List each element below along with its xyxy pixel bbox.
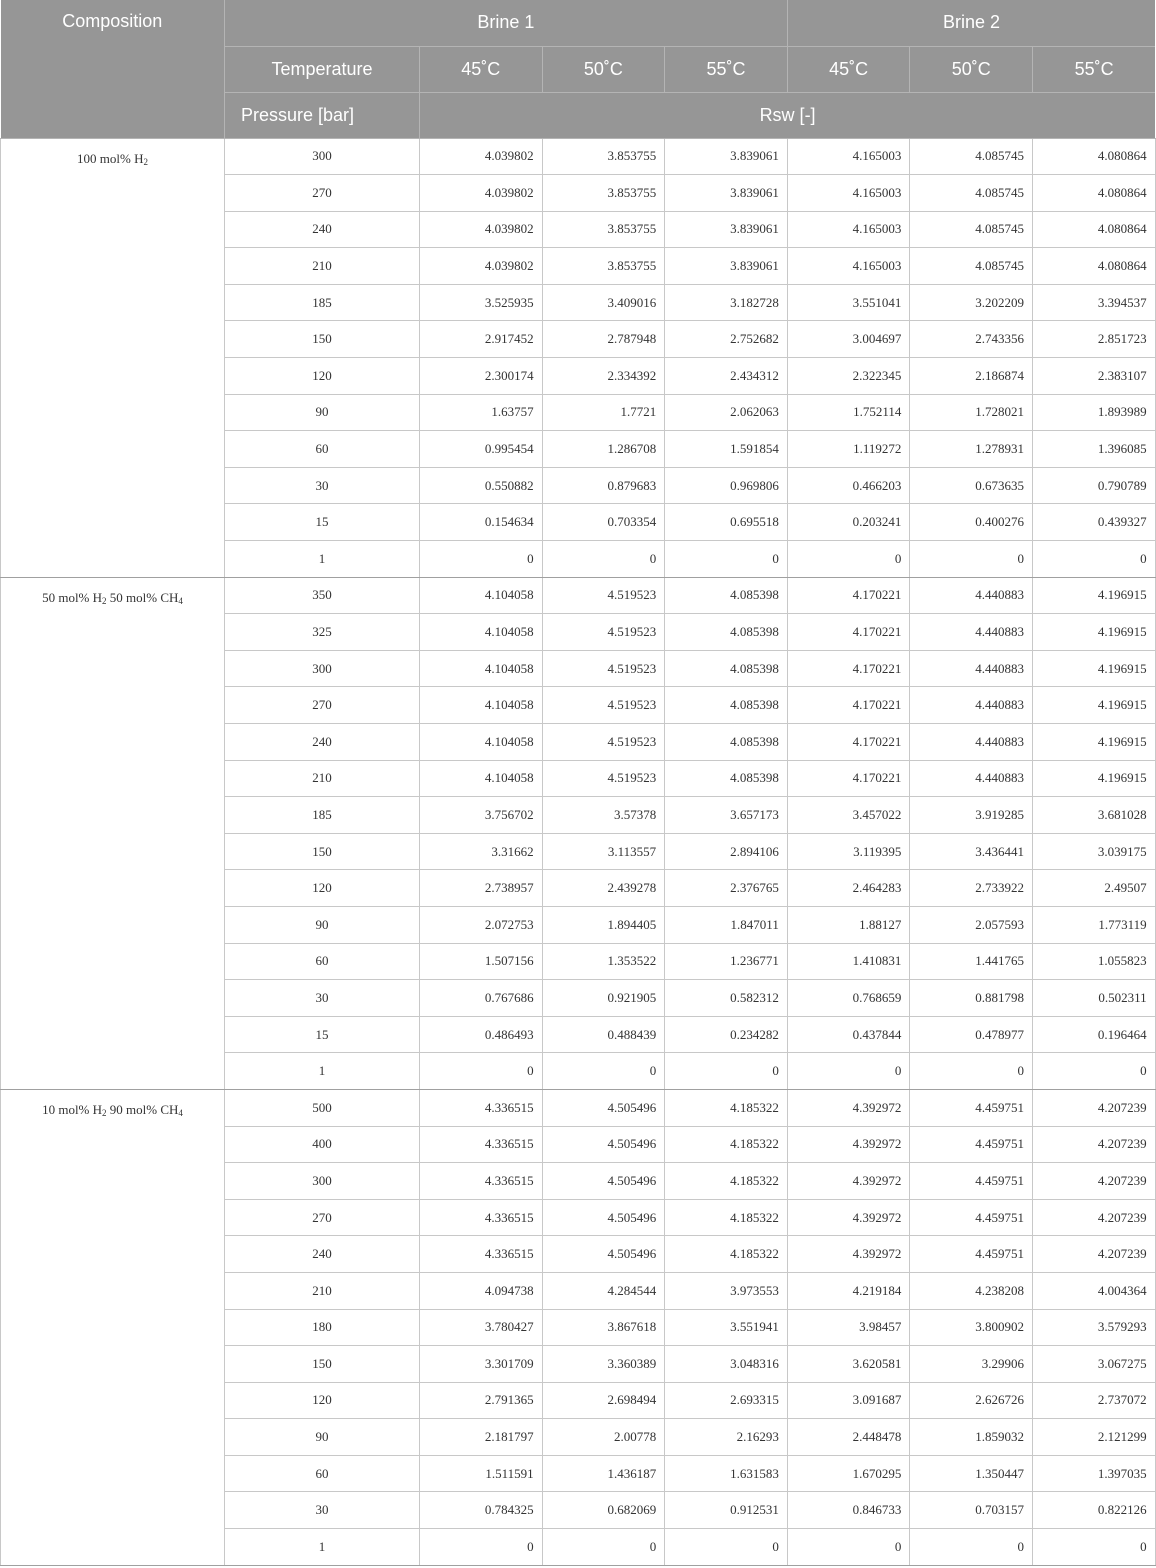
rsw-value-cell: 4.440883 — [910, 614, 1033, 651]
rsw-value-cell: 4.196915 — [1033, 724, 1156, 761]
rsw-value-cell: 0 — [910, 1053, 1033, 1090]
rsw-value-cell: 1.286708 — [542, 431, 665, 468]
rsw-value-cell: 3.551941 — [665, 1309, 788, 1346]
rsw-value-cell: 4.440883 — [910, 577, 1033, 614]
pressure-header: Pressure [bar] — [225, 92, 420, 138]
rsw-value-cell: 0.695518 — [665, 504, 788, 541]
rsw-value-cell: 2.448478 — [787, 1419, 910, 1456]
rsw-value-cell: 4.505496 — [542, 1236, 665, 1273]
pressure-cell: 150 — [225, 833, 420, 870]
rsw-value-cell: 0.439327 — [1033, 504, 1156, 541]
rsw-value-cell: 4.185322 — [665, 1126, 788, 1163]
rsw-value-cell: 4.519523 — [542, 577, 665, 614]
rsw-value-cell: 0.154634 — [420, 504, 543, 541]
rsw-value-cell: 1.752114 — [787, 394, 910, 431]
rsw-value-cell: 0 — [1033, 1053, 1156, 1090]
rsw-value-cell: 1.859032 — [910, 1419, 1033, 1456]
pressure-cell: 300 — [225, 650, 420, 687]
rsw-value-cell: 3.394537 — [1033, 284, 1156, 321]
rsw-value-cell: 4.104058 — [420, 650, 543, 687]
brine1-header: Brine 1 — [225, 0, 788, 46]
rsw-value-cell: 0.703354 — [542, 504, 665, 541]
rsw-value-cell: 4.519523 — [542, 760, 665, 797]
rsw-value-cell: 4.170221 — [787, 577, 910, 614]
rsw-value-cell: 4.336515 — [420, 1163, 543, 1200]
rsw-value-cell: 4.104058 — [420, 687, 543, 724]
pressure-cell: 210 — [225, 248, 420, 285]
rsw-value-cell: 0.822126 — [1033, 1492, 1156, 1529]
pressure-cell: 90 — [225, 1419, 420, 1456]
rsw-value-cell: 0.969806 — [665, 467, 788, 504]
rsw-value-cell: 2.434312 — [665, 358, 788, 395]
rsw-value-cell: 2.752682 — [665, 321, 788, 358]
rsw-value-cell: 1.7721 — [542, 394, 665, 431]
pressure-cell: 15 — [225, 504, 420, 541]
rsw-value-cell: 3.657173 — [665, 797, 788, 834]
rsw-value-cell: 1.847011 — [665, 906, 788, 943]
rsw-value-cell: 0.673635 — [910, 467, 1033, 504]
rsw-value-cell: 4.085398 — [665, 614, 788, 651]
rsw-value-cell: 3.113557 — [542, 833, 665, 870]
rsw-value-cell: 0.502311 — [1033, 980, 1156, 1017]
rsw-value-cell: 1.773119 — [1033, 906, 1156, 943]
rsw-value-cell: 2.851723 — [1033, 321, 1156, 358]
rsw-value-cell: 2.181797 — [420, 1419, 543, 1456]
rsw-value-cell: 4.165003 — [787, 211, 910, 248]
rsw-value-cell: 0.879683 — [542, 467, 665, 504]
rsw-value-cell: 4.505496 — [542, 1199, 665, 1236]
rsw-value-cell: 0.912531 — [665, 1492, 788, 1529]
rsw-value-cell: 0 — [420, 1529, 543, 1566]
rsw-header: Rsw [-] — [420, 92, 1156, 138]
rsw-value-cell: 4.392972 — [787, 1199, 910, 1236]
rsw-value-cell: 3.839061 — [665, 175, 788, 212]
rsw-value-cell: 3.681028 — [1033, 797, 1156, 834]
pressure-cell: 120 — [225, 870, 420, 907]
pressure-cell: 180 — [225, 1309, 420, 1346]
rsw-value-cell: 4.104058 — [420, 760, 543, 797]
rsw-value-cell: 4.165003 — [787, 175, 910, 212]
rsw-value-cell: 3.756702 — [420, 797, 543, 834]
table-row — [1, 577, 1156, 614]
rsw-value-cell: 0.767686 — [420, 980, 543, 1017]
rsw-value-cell: 1.350447 — [910, 1455, 1033, 1492]
rsw-value-cell: 3.853755 — [542, 175, 665, 212]
rsw-value-cell: 4.505496 — [542, 1126, 665, 1163]
rsw-value-cell: 0.550882 — [420, 467, 543, 504]
rsw-value-cell: 0.768659 — [787, 980, 910, 1017]
rsw-value-cell: 4.219184 — [787, 1272, 910, 1309]
rsw-value-cell: 2.186874 — [910, 358, 1033, 395]
rsw-value-cell: 2.072753 — [420, 906, 543, 943]
rsw-value-cell: 4.207239 — [1033, 1126, 1156, 1163]
rsw-value-cell: 3.57378 — [542, 797, 665, 834]
rsw-value-cell: 4.104058 — [420, 614, 543, 651]
rsw-value-cell: 4.392972 — [787, 1163, 910, 1200]
rsw-value-cell: 4.185322 — [665, 1163, 788, 1200]
pressure-cell: 270 — [225, 1199, 420, 1236]
rsw-value-cell: 3.457022 — [787, 797, 910, 834]
rsw-value-cell: 4.207239 — [1033, 1236, 1156, 1273]
rsw-value-cell: 3.301709 — [420, 1346, 543, 1383]
rsw-value-cell: 0.921905 — [542, 980, 665, 1017]
rsw-value-cell: 4.459751 — [910, 1089, 1033, 1126]
rsw-value-cell: 1.396085 — [1033, 431, 1156, 468]
rsw-value-cell: 4.085398 — [665, 724, 788, 761]
rsw-value-cell: 4.336515 — [420, 1089, 543, 1126]
rsw-value-cell: 4.085398 — [665, 577, 788, 614]
composition-cell: 10 mol% $H_2$ 90 mol% $CH_4$ — [1, 1089, 225, 1565]
rsw-value-cell: 0.846733 — [787, 1492, 910, 1529]
temp-header: 50˚C — [542, 46, 665, 92]
temp-header: 55˚C — [665, 46, 788, 92]
rsw-value-cell: 4.085398 — [665, 650, 788, 687]
rsw-value-cell: 0 — [787, 541, 910, 578]
rsw-value-cell: 2.738957 — [420, 870, 543, 907]
pressure-cell: 150 — [225, 321, 420, 358]
rsw-value-cell: 2.16293 — [665, 1419, 788, 1456]
pressure-cell: 300 — [225, 138, 420, 175]
rsw-value-cell: 3.98457 — [787, 1309, 910, 1346]
pressure-cell: 350 — [225, 577, 420, 614]
rsw-value-cell: 0.995454 — [420, 431, 543, 468]
rsw-value-cell: 4.085398 — [665, 687, 788, 724]
rsw-value-cell: 0 — [1033, 1529, 1156, 1566]
pressure-cell: 240 — [225, 1236, 420, 1273]
temp-header: 50˚C — [910, 46, 1033, 92]
rsw-value-cell: 1.436187 — [542, 1455, 665, 1492]
rsw-value-cell: 3.119395 — [787, 833, 910, 870]
temperature-header: Temperature — [225, 46, 420, 92]
pressure-cell: 15 — [225, 1016, 420, 1053]
rsw-value-cell: 4.238208 — [910, 1272, 1033, 1309]
rsw-value-cell: 0.478977 — [910, 1016, 1033, 1053]
table-body — [1, 138, 1156, 1565]
composition-cell: 100 mol% $H_2$ — [1, 138, 225, 577]
rsw-value-cell: 0.488439 — [542, 1016, 665, 1053]
temp-header: 45˚C — [787, 46, 910, 92]
rsw-value-cell: 4.440883 — [910, 650, 1033, 687]
rsw-value-cell: 0.682069 — [542, 1492, 665, 1529]
rsw-value-cell: 4.440883 — [910, 687, 1033, 724]
rsw-value-cell: 2.376765 — [665, 870, 788, 907]
rsw-value-cell: 0.437844 — [787, 1016, 910, 1053]
pressure-cell: 1 — [225, 1053, 420, 1090]
rsw-value-cell: 4.519523 — [542, 650, 665, 687]
rsw-value-cell: 3.839061 — [665, 248, 788, 285]
rsw-value-cell: 3.436441 — [910, 833, 1033, 870]
rsw-value-cell: 0 — [542, 1053, 665, 1090]
rsw-value-cell: 1.631583 — [665, 1455, 788, 1492]
rsw-value-cell: 0.466203 — [787, 467, 910, 504]
pressure-cell: 185 — [225, 284, 420, 321]
rsw-value-cell: 4.196915 — [1033, 614, 1156, 651]
rsw-value-cell: 0.486493 — [420, 1016, 543, 1053]
rsw-value-cell: 1.278931 — [910, 431, 1033, 468]
rsw-value-cell: 2.439278 — [542, 870, 665, 907]
rsw-value-cell: 4.519523 — [542, 724, 665, 761]
rsw-value-cell: 4.104058 — [420, 724, 543, 761]
rsw-value-cell: 0 — [542, 1529, 665, 1566]
rsw-value-cell: 0 — [665, 1529, 788, 1566]
rsw-value-cell: 0.703157 — [910, 1492, 1033, 1529]
rsw-value-cell: 2.062063 — [665, 394, 788, 431]
pressure-cell: 500 — [225, 1089, 420, 1126]
rsw-value-cell: 4.085745 — [910, 175, 1033, 212]
rsw-value-cell: 2.743356 — [910, 321, 1033, 358]
rsw-value-cell: 3.853755 — [542, 138, 665, 175]
pressure-cell: 120 — [225, 358, 420, 395]
table-header — [1, 0, 1156, 138]
rsw-value-cell: 0 — [787, 1529, 910, 1566]
rsw-value-cell: 4.440883 — [910, 760, 1033, 797]
rsw-value-cell: 4.085745 — [910, 211, 1033, 248]
rsw-value-cell: 0.234282 — [665, 1016, 788, 1053]
rsw-value-cell: 4.039802 — [420, 175, 543, 212]
rsw-value-cell: 0 — [542, 541, 665, 578]
pressure-cell: 90 — [225, 394, 420, 431]
rsw-value-cell: 4.392972 — [787, 1089, 910, 1126]
rsw-value-cell: 3.048316 — [665, 1346, 788, 1383]
rsw-value-cell: 4.039802 — [420, 248, 543, 285]
rsw-value-cell: 4.459751 — [910, 1199, 1033, 1236]
rsw-value-cell: 0.400276 — [910, 504, 1033, 541]
rsw-value-cell: 4.459751 — [910, 1163, 1033, 1200]
rsw-value-cell: 4.185322 — [665, 1236, 788, 1273]
rsw-value-cell: 4.519523 — [542, 614, 665, 651]
rsw-value-cell: 3.202209 — [910, 284, 1033, 321]
rsw-value-cell: 1.119272 — [787, 431, 910, 468]
rsw-value-cell: 2.121299 — [1033, 1419, 1156, 1456]
rsw-value-cell: 0.582312 — [665, 980, 788, 1017]
rsw-value-cell: 4.505496 — [542, 1089, 665, 1126]
rsw-value-cell: 1.591854 — [665, 431, 788, 468]
rsw-value-cell: 1.63757 — [420, 394, 543, 431]
rsw-value-cell: 1.894405 — [542, 906, 665, 943]
rsw-value-cell: 1.511591 — [420, 1455, 543, 1492]
rsw-value-cell: 2.787948 — [542, 321, 665, 358]
rsw-value-cell: 3.067275 — [1033, 1346, 1156, 1383]
rsw-value-cell: 2.49507 — [1033, 870, 1156, 907]
rsw-value-cell: 2.383107 — [1033, 358, 1156, 395]
rsw-value-cell: 2.334392 — [542, 358, 665, 395]
rsw-value-cell: 2.733922 — [910, 870, 1033, 907]
rsw-value-cell: 3.780427 — [420, 1309, 543, 1346]
rsw-value-cell: 4.284544 — [542, 1272, 665, 1309]
rsw-value-cell: 2.322345 — [787, 358, 910, 395]
rsw-value-cell: 1.893989 — [1033, 394, 1156, 431]
rsw-value-cell: 4.170221 — [787, 687, 910, 724]
rsw-value-cell: 1.353522 — [542, 943, 665, 980]
rsw-value-cell: 1.728021 — [910, 394, 1033, 431]
rsw-value-cell: 4.094738 — [420, 1272, 543, 1309]
pressure-cell: 120 — [225, 1382, 420, 1419]
rsw-value-cell: 1.507156 — [420, 943, 543, 980]
rsw-value-cell: 4.080864 — [1033, 248, 1156, 285]
rsw-value-cell: 3.579293 — [1033, 1309, 1156, 1346]
rsw-value-cell: 4.165003 — [787, 248, 910, 285]
pressure-cell: 270 — [225, 687, 420, 724]
rsw-value-cell: 4.207239 — [1033, 1089, 1156, 1126]
rsw-value-cell: 4.459751 — [910, 1236, 1033, 1273]
rsw-value-cell: 0 — [910, 1529, 1033, 1566]
rsw-value-cell: 0 — [665, 1053, 788, 1090]
composition-cell: 50 mol% $H_2$ 50 mol% $CH_4$ — [1, 577, 225, 1089]
rsw-value-cell: 2.791365 — [420, 1382, 543, 1419]
rsw-value-cell: 0.881798 — [910, 980, 1033, 1017]
rsw-value-cell: 3.31662 — [420, 833, 543, 870]
rsw-value-cell: 4.392972 — [787, 1236, 910, 1273]
rsw-value-cell: 4.440883 — [910, 724, 1033, 761]
rsw-value-cell: 0 — [787, 1053, 910, 1090]
pressure-cell: 270 — [225, 175, 420, 212]
pressure-cell: 150 — [225, 1346, 420, 1383]
rsw-value-cell: 4.196915 — [1033, 650, 1156, 687]
rsw-value-cell: 3.839061 — [665, 211, 788, 248]
rsw-value-cell: 2.057593 — [910, 906, 1033, 943]
rsw-value-cell: 3.853755 — [542, 248, 665, 285]
rsw-value-cell: 4.085398 — [665, 760, 788, 797]
rsw-value-cell: 3.853755 — [542, 211, 665, 248]
pressure-cell: 240 — [225, 211, 420, 248]
rsw-value-cell: 3.620581 — [787, 1346, 910, 1383]
rsw-value-cell: 3.29906 — [910, 1346, 1033, 1383]
pressure-cell: 30 — [225, 1492, 420, 1529]
rsw-value-cell: 4.165003 — [787, 138, 910, 175]
rsw-value-cell: 2.626726 — [910, 1382, 1033, 1419]
rsw-value-cell: 4.196915 — [1033, 760, 1156, 797]
pressure-cell: 60 — [225, 1455, 420, 1492]
brine2-header: Brine 2 — [787, 0, 1155, 46]
rsw-value-cell: 3.839061 — [665, 138, 788, 175]
rsw-value-cell: 4.185322 — [665, 1199, 788, 1236]
rsw-value-cell: 2.693315 — [665, 1382, 788, 1419]
rsw-value-cell: 4.336515 — [420, 1199, 543, 1236]
rsw-value-cell: 0.790789 — [1033, 467, 1156, 504]
rsw-value-cell: 3.525935 — [420, 284, 543, 321]
rsw-value-cell: 0 — [910, 541, 1033, 578]
rsw-value-cell: 3.867618 — [542, 1309, 665, 1346]
rsw-value-cell: 3.551041 — [787, 284, 910, 321]
rsw-value-cell: 3.182728 — [665, 284, 788, 321]
rsw-value-cell: 4.196915 — [1033, 687, 1156, 724]
pressure-cell: 240 — [225, 724, 420, 761]
rsw-value-cell: 1.410831 — [787, 943, 910, 980]
pressure-cell: 210 — [225, 1272, 420, 1309]
rsw-value-cell: 4.336515 — [420, 1236, 543, 1273]
rsw-value-cell: 4.207239 — [1033, 1163, 1156, 1200]
rsw-value-cell: 4.505496 — [542, 1163, 665, 1200]
rsw-value-cell: 0 — [1033, 541, 1156, 578]
rsw-value-cell: 3.800902 — [910, 1309, 1033, 1346]
rsw-value-cell: 1.670295 — [787, 1455, 910, 1492]
rsw-value-cell: 2.917452 — [420, 321, 543, 358]
rsw-value-cell: 0 — [420, 541, 543, 578]
pressure-cell: 185 — [225, 797, 420, 834]
table-row — [1, 138, 1156, 175]
rsw-value-cell: 1.441765 — [910, 943, 1033, 980]
rsw-value-cell: 4.039802 — [420, 211, 543, 248]
temp-header: 45˚C — [420, 46, 543, 92]
rsw-value-cell: 1.055823 — [1033, 943, 1156, 980]
table-row — [1, 1089, 1156, 1126]
rsw-value-cell: 4.004364 — [1033, 1272, 1156, 1309]
temp-header: 55˚C — [1033, 46, 1156, 92]
rsw-value-cell: 4.039802 — [420, 138, 543, 175]
rsw-value-cell: 0.784325 — [420, 1492, 543, 1529]
rsw-value-cell: 0 — [420, 1053, 543, 1090]
rsw-value-cell: 1.397035 — [1033, 1455, 1156, 1492]
rsw-value-cell: 2.894106 — [665, 833, 788, 870]
rsw-value-cell: 4.392972 — [787, 1126, 910, 1163]
rsw-value-cell: 2.464283 — [787, 870, 910, 907]
rsw-value-cell: 1.236771 — [665, 943, 788, 980]
rsw-value-cell: 3.919285 — [910, 797, 1033, 834]
rsw-value-cell: 4.080864 — [1033, 175, 1156, 212]
rsw-value-cell: 4.459751 — [910, 1126, 1033, 1163]
rsw-value-cell: 1.88127 — [787, 906, 910, 943]
rsw-value-cell: 4.336515 — [420, 1126, 543, 1163]
rsw-value-cell: 3.004697 — [787, 321, 910, 358]
rsw-value-cell: 2.698494 — [542, 1382, 665, 1419]
rsw-value-cell: 2.00778 — [542, 1419, 665, 1456]
pressure-cell: 400 — [225, 1126, 420, 1163]
rsw-value-cell: 4.080864 — [1033, 138, 1156, 175]
pressure-cell: 325 — [225, 614, 420, 651]
rsw-value-cell: 4.080864 — [1033, 211, 1156, 248]
rsw-value-cell: 4.519523 — [542, 687, 665, 724]
rsw-value-cell: 4.207239 — [1033, 1199, 1156, 1236]
pressure-cell: 60 — [225, 943, 420, 980]
rsw-value-cell: 3.039175 — [1033, 833, 1156, 870]
rsw-value-cell: 3.409016 — [542, 284, 665, 321]
pressure-cell: 90 — [225, 906, 420, 943]
rsw-value-cell: 3.360389 — [542, 1346, 665, 1383]
pressure-cell: 30 — [225, 980, 420, 1017]
rsw-value-cell: 3.973553 — [665, 1272, 788, 1309]
pressure-cell: 30 — [225, 467, 420, 504]
rsw-value-cell: 4.170221 — [787, 760, 910, 797]
rsw-value-cell: 0.196464 — [1033, 1016, 1156, 1053]
rsw-value-cell: 4.085745 — [910, 248, 1033, 285]
rsw-value-cell: 0.203241 — [787, 504, 910, 541]
rsw-value-cell: 4.170221 — [787, 614, 910, 651]
rsw-value-cell: 4.170221 — [787, 650, 910, 687]
pressure-cell: 60 — [225, 431, 420, 468]
rsw-value-cell: 0 — [665, 541, 788, 578]
rsw-value-cell: 4.196915 — [1033, 577, 1156, 614]
pressure-cell: 300 — [225, 1163, 420, 1200]
rsw-value-cell: 4.170221 — [787, 724, 910, 761]
composition-header: Composition — [1, 0, 225, 138]
rsw-value-cell: 2.737072 — [1033, 1382, 1156, 1419]
rsw-value-cell: 3.091687 — [787, 1382, 910, 1419]
rsw-value-cell: 4.085745 — [910, 138, 1033, 175]
rsw-value-cell: 4.185322 — [665, 1089, 788, 1126]
pressure-cell: 210 — [225, 760, 420, 797]
pressure-cell: 1 — [225, 541, 420, 578]
pressure-cell: 1 — [225, 1529, 420, 1566]
rsw-value-cell: 2.300174 — [420, 358, 543, 395]
rsw-value-cell: 4.104058 — [420, 577, 543, 614]
